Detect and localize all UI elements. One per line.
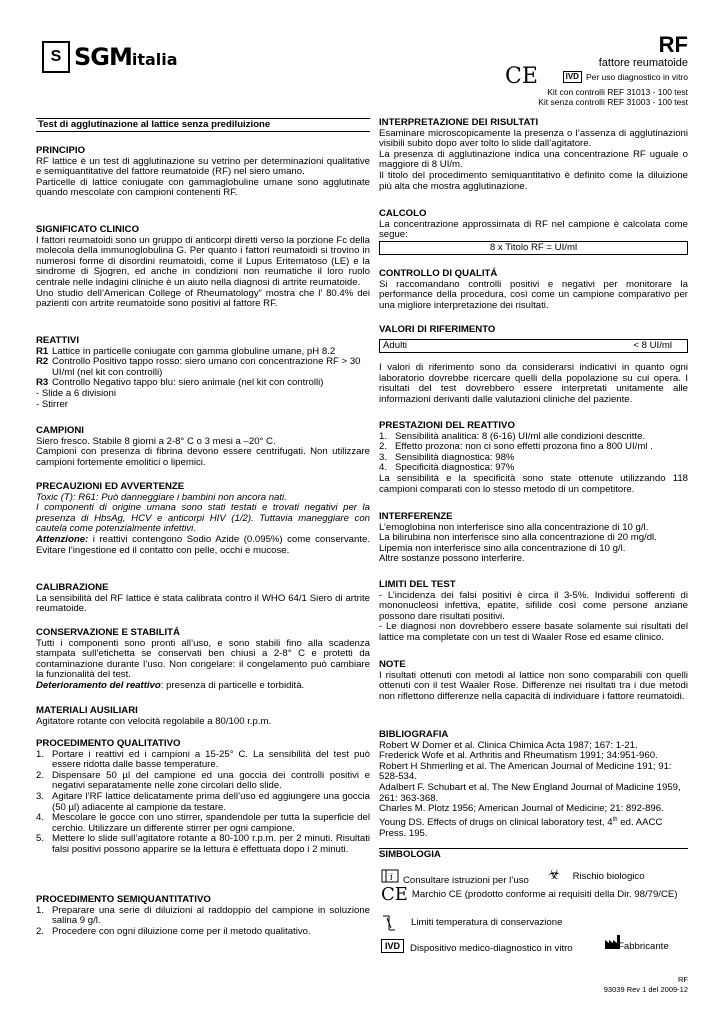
paragraph: Il titolo del procedimento semiquantitativo è definito come la diluizione più alta che mostra agglutinazione.	[379, 169, 688, 192]
section-controllo	[379, 269, 688, 311]
section-heading: VALORI DI RIFERIMENTO	[379, 324, 496, 335]
section-heading: PROCEDIMENTO SEMIQUANTITATIVO	[36, 894, 211, 905]
paragraph: Toxic (T): R61: Può danneggiare i bambini non ancora nati.	[36, 491, 287, 503]
paragraph: L’emoglobina non interferisce sino alla concentrazione di 10 g/l.	[379, 521, 649, 533]
paragraph: Si raccomandano controlli positivi e negativi per monitorare la performance della procedura, così come un campione comparativo per una migliore interpretazione dei risultati.	[379, 278, 688, 311]
step-number: 1.	[36, 748, 45, 760]
section-heading: PRINCIPIO	[36, 145, 86, 156]
symbol-manufacturer	[604, 932, 669, 953]
symbol-label: Rischio biologico	[572, 871, 645, 882]
test-title: Test di agglutinazione al lattice senza prediluizione	[38, 119, 271, 130]
footer-revision: 93039 Rev 1 del 2009-12	[603, 985, 688, 994]
step-list	[36, 750, 370, 856]
reference-label: Adulti	[383, 339, 407, 351]
reference-text: Young DS. Effects of drugs on clinical laboratory test, 4	[379, 816, 613, 828]
step-number: 2.	[36, 925, 45, 937]
ivd-icon: IVD	[381, 939, 404, 953]
paragraph	[36, 681, 370, 692]
ivd-text: Per uso diagnostico in vitro	[585, 71, 688, 82]
temperature-limit-icon	[381, 914, 397, 932]
symbol-label: Limiti temperatura di conservazione	[411, 916, 563, 928]
section-bibliografia	[379, 730, 688, 839]
list-item	[36, 750, 370, 771]
ce-mark-icon: CE	[505, 64, 538, 89]
list-item	[36, 834, 370, 855]
ivd-row	[563, 71, 688, 83]
section-heading: MATERIALI AUSILIARI	[36, 705, 138, 716]
paragraph: I fattori reumatoidi sono un gruppo di anticorpi diretti verso la porzione Fc della molecola della immunoglobulina G. Per quanto i fattori reumatoidi si trovino in numerosi forme di disordini reumatoidi, come il Lupus Eritematoso (LE) e la sindrome di Sjogren, ed anche in condizioni non reumatiche il loro ruolo centrale nelle indagini cliniche è un aiuto nella diagnosi di artrite reumatoide.	[36, 234, 370, 288]
svg-text:i: i	[390, 873, 393, 884]
section-interferenze	[379, 512, 688, 565]
step-list	[36, 906, 370, 938]
list-item	[36, 357, 370, 378]
section-calcolo	[379, 209, 688, 255]
section-campioni	[36, 426, 370, 468]
paragraph: Altre sostanze possono interferire.	[379, 553, 525, 565]
paragraph	[36, 535, 370, 556]
list-item	[36, 927, 370, 938]
section-heading: INTERFERENZE	[379, 511, 453, 522]
paragraph: La sensibilità e la specificità sono state ottenute utilizzando 118 campioni comparati con lo stesso metodo di un competitore.	[379, 472, 688, 495]
reference-entry: Adalbert F. Schubart et al. The New England Journal of Madicine 1959, 261: 363-368.	[379, 781, 681, 804]
section-semiquantitativo	[36, 895, 370, 937]
reagent-text: Controllo Negativo tappo blu: siero animale (nel kit con controlli)	[52, 377, 324, 389]
step-text: Portare i reattivi ed i campioni a 15-25° C. La sensibilità del test può essere ridotta dalle basse temperature.	[52, 748, 370, 771]
formula-box: 8 x Titolo RF = UI/ml	[379, 241, 688, 256]
list-item	[36, 906, 370, 927]
step-text: Agitare l’RF lattice delicatamente prima dell’uso ed aggiungere una goccia (50 µl) adiacente al campione da testare.	[52, 790, 370, 813]
section-limiti	[379, 580, 688, 644]
attention-label: Attenzione:	[36, 533, 89, 545]
logo-mark: S	[42, 41, 70, 73]
section-heading: BIBLIOGRAFIA	[379, 729, 449, 740]
section-reattivi	[36, 336, 370, 410]
list-item	[36, 792, 370, 813]
section-interpretazione	[379, 118, 688, 192]
step-number: 3.	[36, 790, 45, 802]
reference-entry: Robert W Dorner et al. Clinica Chimica Acta 1987; 167: 1-21.	[379, 739, 638, 751]
symbol-ce	[381, 884, 678, 905]
section-materiali	[36, 706, 370, 727]
symbol-label: Marchio CE (prodotto conforme ai requisiti della Dir. 98/79/CE)	[411, 889, 678, 900]
reference-entry: Robert H Shmerling et al. The American Journal of Medicine 191; 91: 528-534.	[379, 760, 672, 783]
divider	[36, 131, 370, 132]
reagent-text: Lattice in particelle coniugate con gamma globuline umane, pH 8.2	[52, 345, 336, 357]
item-text: Specificità diagnostica: 97%	[395, 462, 515, 474]
step-text: Mescolare le gocce con uno stirrer, spandendole per tutta la superficie del cerchio. Utilizzare un differente stirrer per ogni campione.	[52, 812, 370, 834]
symbol-ivd	[381, 938, 573, 955]
paragraph: Siero fresco. Stabile 8 giorni a 2-8° C o 3 mesi a –20° C.	[36, 435, 276, 447]
symbol-label: Dispositivo medico-diagnostico in vitro	[410, 943, 573, 954]
attention-text: i reattivi contengono Sodio Azide (0.095%) come conservante. Evitare l’ingestione ed il contatto con pelle, occhi e mucose.	[36, 533, 370, 556]
section-heading: REATTIVI	[36, 335, 79, 346]
paragraph: RF lattice è un test di agglutinazione su vetrino per determinazioni qualitative e semiquantitative del fattore reumatoide (RF) nel siero umano.	[36, 155, 370, 178]
item-number: 2.	[379, 441, 388, 453]
reference-entry: Charles M. Plotz 1956; American Journal of Medicine; 21: 892-896.	[379, 803, 664, 815]
section-heading: SIMBOLOGIA	[379, 849, 441, 860]
section-prestazioni	[379, 421, 688, 495]
reagent-text: Controllo Positivo tappo rosso: siero umano con concentrazione RF > 30 UI/ml (nel kit con controlli)	[52, 356, 361, 378]
symbol-biohazard	[548, 866, 645, 883]
paragraph: Uno studio dell’American College of Rheumatology” mostra che l’ 80.4% dei pazienti con artrite reumatoide sono positivi al fattore RF.	[36, 287, 370, 310]
paragraph: I risultati ottenuti con metodi al lattice non sono comparabili con quelli ottenuti con il test Waaler Rose. Differenze nei risultati tra i due metodi non riflettono differenze nella capacità di individuare i fattore reumatoidi.	[379, 669, 688, 702]
reagent-code: R1	[36, 345, 49, 357]
biohazard-icon: ☣	[548, 866, 561, 882]
step-number: 1.	[36, 904, 45, 916]
section-heading: PROCEDIMENTO QUALITATIVO	[36, 738, 181, 749]
section-heading: CALCOLO	[379, 208, 427, 219]
item-number: 1.	[379, 430, 388, 442]
ce-mark-icon: CE	[381, 884, 408, 905]
reference-box	[379, 339, 688, 354]
list-extra: - Slide a 6 divisioni	[36, 387, 116, 399]
item-number: 3.	[379, 451, 388, 463]
footer-code: RF	[678, 975, 688, 984]
step-number: 5.	[36, 833, 45, 845]
section-heading: PRESTAZIONI DEL REATTIVO	[379, 420, 515, 431]
paragraph: La sensibilità del RF lattice è stata calibrata contro il WHO 64/1 Siero di artrite reumatoide.	[36, 592, 370, 615]
section-heading: CALIBRAZIONE	[36, 582, 109, 593]
step-text: Procedere con ogni diluizione come per il metodo qualitativo.	[52, 925, 311, 937]
list-extra: - Stirrer	[36, 398, 68, 410]
reference-sup: th	[612, 816, 618, 823]
section-heading: CAMPIONI	[36, 425, 84, 436]
deterioration-label: Deterioramento del reattivo	[36, 679, 161, 691]
product-subtitle: fattore reumatoide	[598, 57, 688, 69]
list-item	[36, 771, 370, 792]
kit-with-controls: Kit con controlli REF 31013 - 100 test	[547, 87, 688, 97]
product-code: RF	[658, 32, 688, 57]
paragraph: La presenza di agglutinazione indica una concentrazione RF uguale o maggiore di 8 UI/m.	[379, 148, 688, 171]
section-calibrazione	[36, 583, 370, 615]
reference-value: < 8 UI/ml	[633, 339, 672, 351]
section-heading: INTERPRETAZIONE DEI RISULTATI	[379, 117, 539, 128]
company-logo	[42, 40, 242, 74]
section-note	[379, 660, 688, 702]
step-text: Dispensare 50 µl del campione ed una goccia dei controlli positivi e negativi separatamente nelle zone circolari dello slide.	[52, 769, 370, 792]
list-item	[36, 813, 370, 834]
section-conservazione	[36, 628, 370, 692]
section-heading: NOTE	[379, 659, 406, 670]
symbol-label: Fabbricante	[618, 941, 669, 952]
section-precauzioni	[36, 482, 370, 556]
reference-entry: Frederick Wofe et al. Arthritis and Rheumatism 1991; 34:951-960.	[379, 750, 658, 762]
item-text: Sensibilità analitica: 8 (6-16) UI/ml alle condizioni descritte.	[395, 430, 646, 442]
logo-sub: italia	[131, 49, 178, 69]
symbol-temperature	[381, 914, 562, 932]
paragraph: Lipemia non interferisce sino alla concentrazione di 10 g/l.	[379, 542, 626, 554]
kit-without-controls: Kit senza controlli REF 31003 - 100 test	[538, 97, 688, 107]
section-heading: SIGNIFICATO CLINICO	[36, 224, 140, 235]
item-text: Sensibilità diagnostica: 98%	[395, 451, 515, 463]
paragraph: Esaminare microscopicamente la presenza o l’assenza di agglutinazioni visibili subito dopo aver tolto lo slide dall’agitatore.	[379, 127, 688, 150]
book-icon	[381, 869, 399, 883]
paragraph: Tutti i componenti sono pronti all’uso, e sono stabili fino alla scadenza stampata sull’etichetta se conservati ben chiusi a 2-8° C e protetti da contaminazione durante l’uso. Non congelare: il congelamento può cambiare la funzionalità del test.	[36, 637, 370, 681]
deterioration-text: : presenza di particelle e torbidità.	[160, 679, 305, 691]
reagent-code: R3	[36, 377, 49, 389]
section-heading: CONTROLLO DI QUALITÁ	[379, 268, 498, 279]
paragraph: Agitatore rotante con velocità regolabile a 80/100 r.p.m.	[36, 715, 272, 727]
step-number: 4.	[36, 812, 45, 824]
step-text: Preparare una serie di diluizioni al raddoppio del campione in soluzione salina 9 g/l.	[52, 904, 370, 927]
paragraph: Particelle di lattice coniugate con gammaglobuline umane sono agglutinate quando mescolate con campioni contenenti RF.	[36, 176, 370, 199]
paragraph: - Le diagnosi non dovrebbero essere basate solamente sui risultati del lattice ma completate con un test di Waaler Rose ed esame clinico.	[379, 621, 688, 643]
item-text: Effetto prozona: non ci sono effetti prozona fino a 800 UI/ml .	[395, 441, 653, 453]
logo-text: SGM	[74, 42, 132, 71]
section-heading: CONSERVAZIONE E STABILITÁ	[36, 627, 180, 638]
paragraph: La concentrazione approssimata di RF nel campione è calcolata come segue:	[379, 218, 688, 241]
paragraph: I valori di riferimento sono da considerarsi indicativi in quanto ogni laboratorio dovrebbe ricercare quelli della popolazione su cui opera. I risultati del test dovrebbero essere interpretati unitamente alle informazioni derivanti dalle valutazioni cliniche del paziente.	[379, 362, 688, 405]
performance-list	[379, 432, 688, 474]
reference-text: ed. AACC Press. 195.	[379, 816, 663, 839]
section-qualitativo	[36, 739, 370, 856]
symbol-label: Consultare istruzioni per l’uso	[403, 875, 529, 886]
step-text: Mettere lo slide sull’agitatore rotante a 80-100 r.p.m. per 2 minuti. Risultati falsi positivi possono apparire se la lettura è effettuata dopo i 2 minuti.	[52, 833, 370, 855]
reagent-list	[36, 347, 370, 389]
paragraph: - L’incidenza dei falsi positivi è circa il 3-5%. Individui sofferenti di mononucleosi infettiva, epatite, sifilide così come persone anziane possono dare risultati positivi.	[379, 589, 688, 622]
paragraph: La bilirubina non interferisce sino alla concentrazione di 20 mg/dl.	[379, 532, 657, 544]
section-heading: LIMITI DEL TEST	[379, 579, 456, 590]
paragraph: Campioni con presenza di fibrina devono essere centrifugati. Non utilizzare campioni fortemente emolitici o lipemici.	[36, 446, 370, 468]
item-number: 4.	[379, 462, 388, 474]
section-principio	[36, 146, 370, 199]
paragraph: I componenti di origine umana sono stati testati e trovati negativi per la presenza di HbsAg, HCV e anticorpi HIV (1/2). Tuttavia maneggiare con cautela come potenzialmente infettivi.	[36, 502, 370, 535]
section-heading: PRECAUZIONI ED AVVERTENZE	[36, 481, 185, 492]
section-significato	[36, 225, 370, 310]
step-number: 2.	[36, 769, 45, 781]
ivd-icon: IVD	[563, 71, 582, 83]
section-riferimento	[379, 325, 688, 406]
reagent-code: R2	[36, 356, 49, 368]
reference-entry	[379, 815, 688, 839]
